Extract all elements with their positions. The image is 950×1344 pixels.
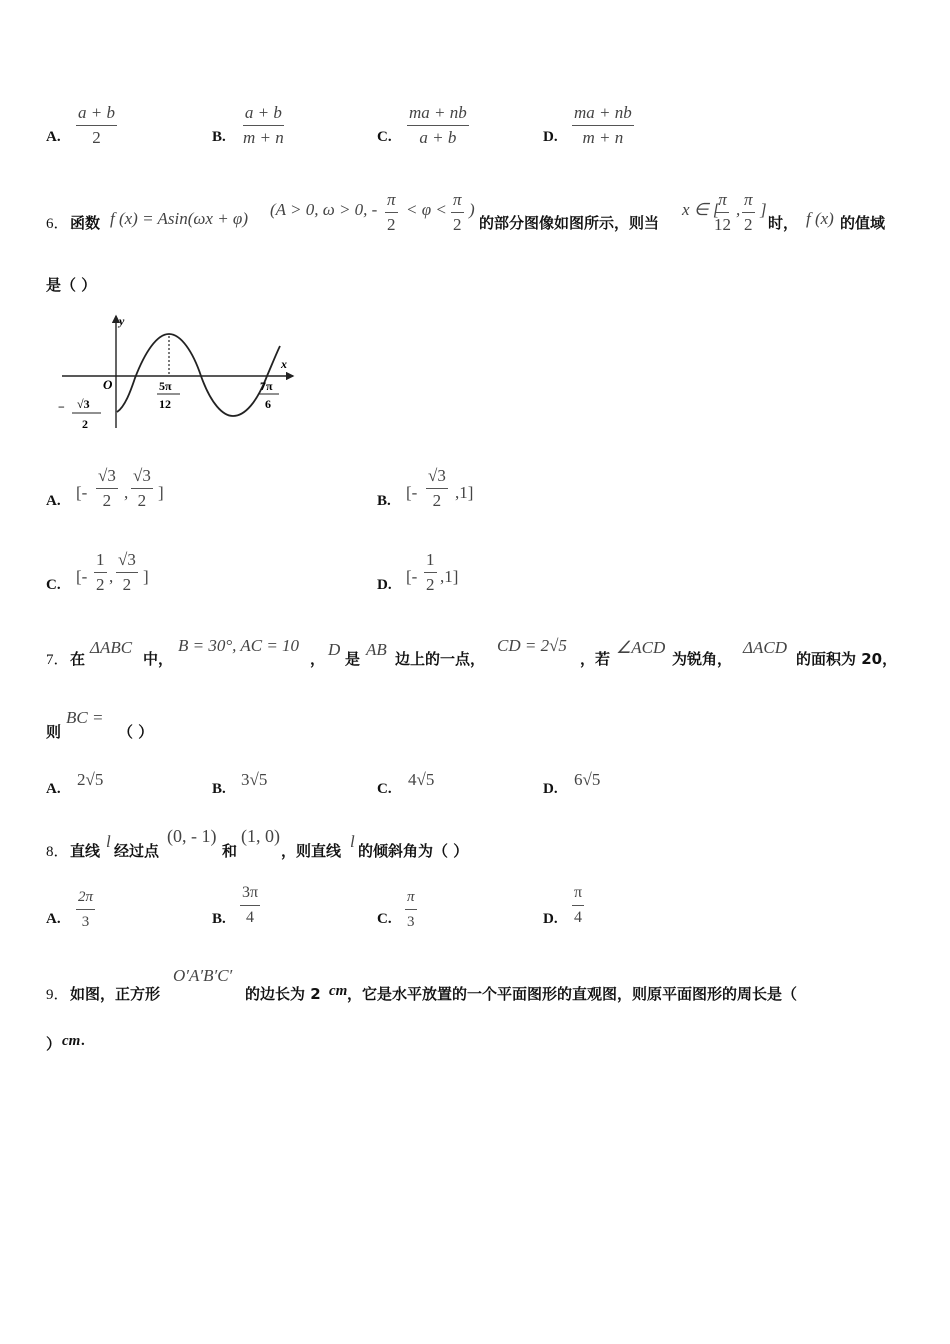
- q8-text-3: 和: [222, 842, 238, 860]
- q5-option-d-fraction: [572, 103, 634, 148]
- numerator: ma + nb: [407, 103, 469, 126]
- q7-option-a-label[interactable]: A.: [46, 781, 61, 797]
- q6-condition-frac-2: [451, 190, 464, 235]
- q6-condition-lt: < φ <: [406, 200, 447, 219]
- numerator: √3: [96, 466, 118, 489]
- denominator: 2: [426, 575, 435, 594]
- q7-option-c-value: 4√5: [408, 770, 435, 789]
- q7-cd-length: CD = 2√5: [497, 636, 567, 655]
- q6-option-c-frac-1: [94, 550, 107, 595]
- q6-option-a-open: [-: [76, 483, 88, 502]
- numerator: π: [716, 190, 729, 213]
- y-tick-sign: −: [58, 400, 65, 414]
- q9-unit-2: cm: [62, 1033, 81, 1049]
- numerator: √3: [131, 466, 153, 489]
- tick1-denominator: 12: [159, 397, 171, 411]
- tick2-numerator: 7π: [260, 379, 273, 393]
- denominator: 2: [122, 575, 132, 594]
- q8-line-l-2: l: [350, 832, 355, 851]
- denominator: 2: [453, 215, 462, 234]
- numerator: π: [451, 190, 464, 213]
- q8-option-b-fraction: [240, 883, 260, 928]
- q7-option-d-value: 6√5: [574, 770, 601, 789]
- numerator: 1: [424, 550, 437, 573]
- q6-option-a-close: ]: [158, 483, 164, 502]
- numerator: a + b: [243, 103, 284, 126]
- y-axis-label: y: [119, 314, 125, 328]
- q6-option-b-label[interactable]: B.: [377, 493, 391, 509]
- q6-number: 6．: [46, 216, 69, 232]
- denominator: 2: [92, 128, 101, 147]
- q6-text-5: 是（ ）: [46, 276, 97, 294]
- q5-option-d-label[interactable]: D.: [543, 129, 558, 145]
- y-tick-denominator: 2: [82, 417, 88, 431]
- q6-option-b-tail: ,1]: [455, 483, 474, 502]
- q9-text-3: ，它是水平放置的一个平面图形的直观图，则原平面图形的周长是（: [347, 985, 798, 1003]
- numerator: √3: [116, 550, 138, 573]
- q8-option-b-label[interactable]: B.: [212, 911, 226, 927]
- denominator: 2: [96, 575, 105, 594]
- q6-text-3: 时，: [768, 214, 799, 232]
- q8-option-c-fraction: [405, 887, 417, 932]
- numerator: π: [385, 190, 398, 213]
- q8-option-d-label[interactable]: D.: [543, 911, 558, 927]
- denominator: 4: [246, 909, 255, 926]
- q7-text-9: 则: [46, 723, 62, 741]
- q6-condition-end: ): [469, 200, 475, 219]
- denominator: 4: [574, 909, 583, 926]
- q6-option-c-label[interactable]: C.: [46, 577, 61, 593]
- q6-option-c-sep: ,: [109, 567, 114, 586]
- q6-interval-frac-2: [742, 190, 755, 235]
- q7-condition: B = 30°, AC = 10: [178, 636, 300, 655]
- numerator: 2π: [76, 887, 95, 910]
- q6-interval-frac-1: [712, 190, 733, 235]
- q6-text-1: 函数: [70, 214, 101, 232]
- q8-text-2: 经过点: [114, 842, 160, 860]
- q6-condition-a: (A > 0, ω > 0, -: [270, 200, 378, 219]
- q9-number: 9．: [46, 987, 69, 1003]
- q7-text-10: （ ）: [118, 723, 154, 741]
- denominator: 12: [714, 215, 731, 234]
- denominator: 2: [102, 491, 112, 510]
- denominator: 2: [387, 215, 396, 234]
- q7-angle: ∠ACD: [616, 638, 666, 657]
- q6-option-d-frac-1: [424, 550, 437, 595]
- q6-sine-graph: [55, 312, 305, 434]
- y-tick-numerator: √3: [77, 397, 90, 411]
- q8-option-a-label[interactable]: A.: [46, 911, 61, 927]
- q6-option-d-label[interactable]: D.: [377, 577, 392, 593]
- denominator: m + n: [243, 128, 284, 147]
- origin-label: O: [103, 377, 113, 392]
- denominator: 2: [432, 491, 442, 510]
- q6-option-a-sep: ,: [124, 483, 129, 502]
- denominator: 2: [744, 215, 753, 234]
- q7-bc: BC =: [66, 708, 104, 727]
- q7-text-8: 的面积为 20，: [796, 650, 898, 668]
- q6-x-in: x ∈ [: [682, 200, 720, 219]
- q7-number: 7．: [46, 652, 69, 668]
- q6-bracket: ]: [760, 200, 767, 219]
- denominator: 3: [81, 914, 90, 930]
- q6-option-a-frac-2: [131, 466, 153, 511]
- q7-text-5: 边上的一点，: [395, 650, 486, 668]
- q9-text-2: 的边长为 2: [245, 985, 321, 1003]
- q7-triangle-acd: ΔACD: [743, 638, 787, 657]
- numerator: π: [572, 883, 584, 906]
- q7-triangle: ΔABC: [90, 638, 133, 657]
- q7-text-1: 在: [70, 650, 86, 668]
- q7-segment-ab: AB: [366, 640, 387, 659]
- q7-text-7: 为锐角，: [672, 650, 733, 668]
- q9-text-1: 如图，正方形: [70, 985, 161, 1003]
- q7-option-b-value: 3√5: [241, 770, 268, 789]
- q6-option-b-frac-1: [426, 466, 448, 511]
- numerator: √3: [426, 466, 448, 489]
- q8-number: 8．: [46, 844, 69, 860]
- q7-option-a-value: 2√5: [77, 770, 104, 789]
- numerator: π: [405, 887, 417, 910]
- sine-curve: [117, 334, 280, 416]
- q6-option-d-tail: ,1]: [440, 567, 459, 586]
- q6-option-c-open: [-: [76, 567, 88, 586]
- denominator: a + b: [419, 128, 457, 147]
- q5-option-a-fraction: [76, 103, 117, 148]
- q8-text-4: ，则直线: [281, 842, 342, 860]
- q5-option-a-label[interactable]: A.: [46, 129, 61, 145]
- q5-option-b-label[interactable]: B.: [212, 129, 226, 145]
- x-axis-label: x: [281, 357, 287, 371]
- q9-period: .: [81, 1033, 85, 1049]
- numerator: 3π: [240, 883, 260, 906]
- q5-option-c-label[interactable]: C.: [377, 129, 392, 145]
- q8-point-2: (1, 0): [241, 826, 280, 846]
- q6-option-a-frac-1: [96, 466, 118, 511]
- numerator: π: [742, 190, 755, 213]
- q9-square-name: O′A′B′C′: [173, 966, 233, 985]
- q7-point-d: D: [328, 640, 341, 659]
- q6-text-2: 的部分图像如图所示，则当: [479, 214, 660, 232]
- denominator: 2: [137, 491, 147, 510]
- q8-point-1: (0, - 1): [167, 826, 217, 846]
- q5-option-c-fraction: [407, 103, 469, 148]
- q5-option-b-fraction: [241, 103, 286, 148]
- numerator: a + b: [76, 103, 117, 126]
- q9-unit: cm: [329, 983, 348, 999]
- q7-option-d-label[interactable]: D.: [543, 781, 558, 797]
- q6-text-4: 的值域: [840, 214, 886, 232]
- q6-option-a-label[interactable]: A.: [46, 493, 61, 509]
- q6-option-c-close: ]: [143, 567, 149, 586]
- q8-text-1: 直线: [70, 842, 101, 860]
- q6-fx: f (x): [806, 209, 834, 228]
- denominator: 3: [407, 914, 415, 930]
- q6-option-b-open: [-: [406, 483, 418, 502]
- q8-text-5: 的倾斜角为（ ）: [358, 842, 469, 860]
- tick1-numerator: 5π: [159, 379, 172, 393]
- q8-option-d-fraction: [572, 883, 584, 928]
- denominator: m + n: [582, 128, 624, 147]
- q8-option-a-fraction: [76, 887, 95, 932]
- q7-text-4: 是: [345, 650, 361, 668]
- q7-text-3: ，: [310, 650, 326, 668]
- q6-option-c-frac-2: [116, 550, 138, 595]
- numerator: 1: [94, 550, 107, 573]
- q6-condition-frac-1: [385, 190, 398, 235]
- tick2-denominator: 6: [265, 397, 271, 411]
- numerator: ma + nb: [572, 103, 634, 126]
- q7-option-c-label[interactable]: C.: [377, 781, 392, 797]
- q9-text-4: ）: [46, 1035, 62, 1053]
- q6-comma: ,: [736, 200, 741, 219]
- q6-function: f (x) = Asin(ωx + φ): [110, 209, 248, 228]
- q6-option-d-open: [-: [406, 567, 418, 586]
- q7-option-b-label[interactable]: B.: [212, 781, 226, 797]
- q8-line-l: l: [106, 832, 111, 851]
- q7-text-6: ，若: [580, 650, 611, 668]
- q8-option-c-label[interactable]: C.: [377, 911, 392, 927]
- q7-text-2: 中，: [143, 650, 174, 668]
